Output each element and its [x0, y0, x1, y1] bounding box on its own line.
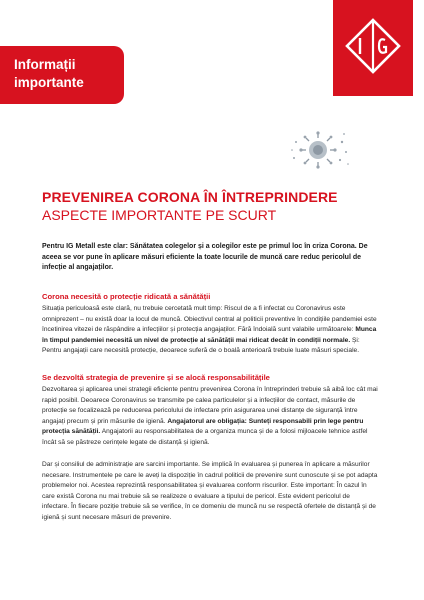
- section-body: Dar și consiliul de administrație are sarcini importante. Se implică în evaluarea și punerea în aplicare a măsurilor necesare. Instrumentele pe care le aveți la dispoziție în cadrul politicii de prevenire sunt cunoscute și se pot adapta problemelor noi. Acestea reprezintă responsabilitatea și evaluarea conform riscurilor. Este important: În cazul în care există Corona nu mai trebuie să se realizeze o evaluare a tipului de pericol. Este evident pericolul de infectare. În fiecare poziție trebuie să se verifice, în ce domeniu de muncă nu se respectă ofertele de distanță și de igienă și sunt necesare măsuri de prevenire.: [42, 461, 378, 521]
- section-health-protection: [42, 291, 378, 357]
- section-heading: Se dezvoltă strategia de prevenire și se alocă responsabilitățile: [42, 373, 270, 382]
- ig-metall-logo: [333, 0, 413, 96]
- section-body: Situația periculoasă este clară, nu trebuie cercetată mult timp: Riscul de a fi infectat cu Coronavirus este omniprezent – nu există doar la locul de muncă. Obiectivul central al politicii preventive în condițiile pandemiei este încetinirea vitezei de răspândire a infecțiilor și protecția angajaților. Fără îndoială sunt valabile următoarele: Munca în timpul pandemiei necesită un nivel de protecție al sănătății mai ridicat decât în condiții normale. Și: Pentru angajații care necesită protecție, deoarece suferă de o boală anterioară trebuie luate măsuri speciale.: [42, 305, 377, 355]
- section-works-council: [42, 460, 378, 524]
- intro-paragraph: Pentru IG Metall este clar: Sănătatea colegelor și a colegilor este pe primul loc în criza Corona. De aceea se vor pune în aplicare măsuri eficiente la toate locurile de muncă care reduc pericolul de infecție al angajaților.: [42, 243, 368, 272]
- coronavirus-icon: [288, 128, 352, 174]
- page-subtitle: ASPECTE IMPORTANTE PE SCURT: [42, 207, 277, 223]
- ig-metall-logo-icon: [333, 0, 413, 96]
- section-body: Dezvoltarea și aplicarea unei strategii eficiente pentru prevenirea Corona în întreprinderi trebuie să aibă loc cât mai rapid posibil. Deoarece Coronavirus se transmite pe calea particulelor și a infecțiilor de contact, măsurile de protecție se focalizează pe reducerea pericolului de infectare prin asigurarea unei distanțe de siguranță între angajați precum și prin măsurile de igienă. Angajatorul are obligația: Sunteți responsabili prin lege pentru protecția sănătății. Angajatorii au responsabilitatea de a organiza munca și de a folosi mijloacele tehnice astfel încât să se păstreze cerințele legate de distanță și igienă.: [42, 386, 378, 446]
- page-title: PREVENIREA CORONA ÎN ÎNTREPRINDERE: [42, 189, 338, 205]
- info-badge: [0, 46, 124, 104]
- badge-line-2: importante: [14, 75, 84, 90]
- section-prevention-strategy: [42, 372, 378, 449]
- badge-line-1: Informații: [14, 57, 76, 72]
- section-heading: Corona necesită o protecție ridicată a sănătății: [42, 292, 211, 301]
